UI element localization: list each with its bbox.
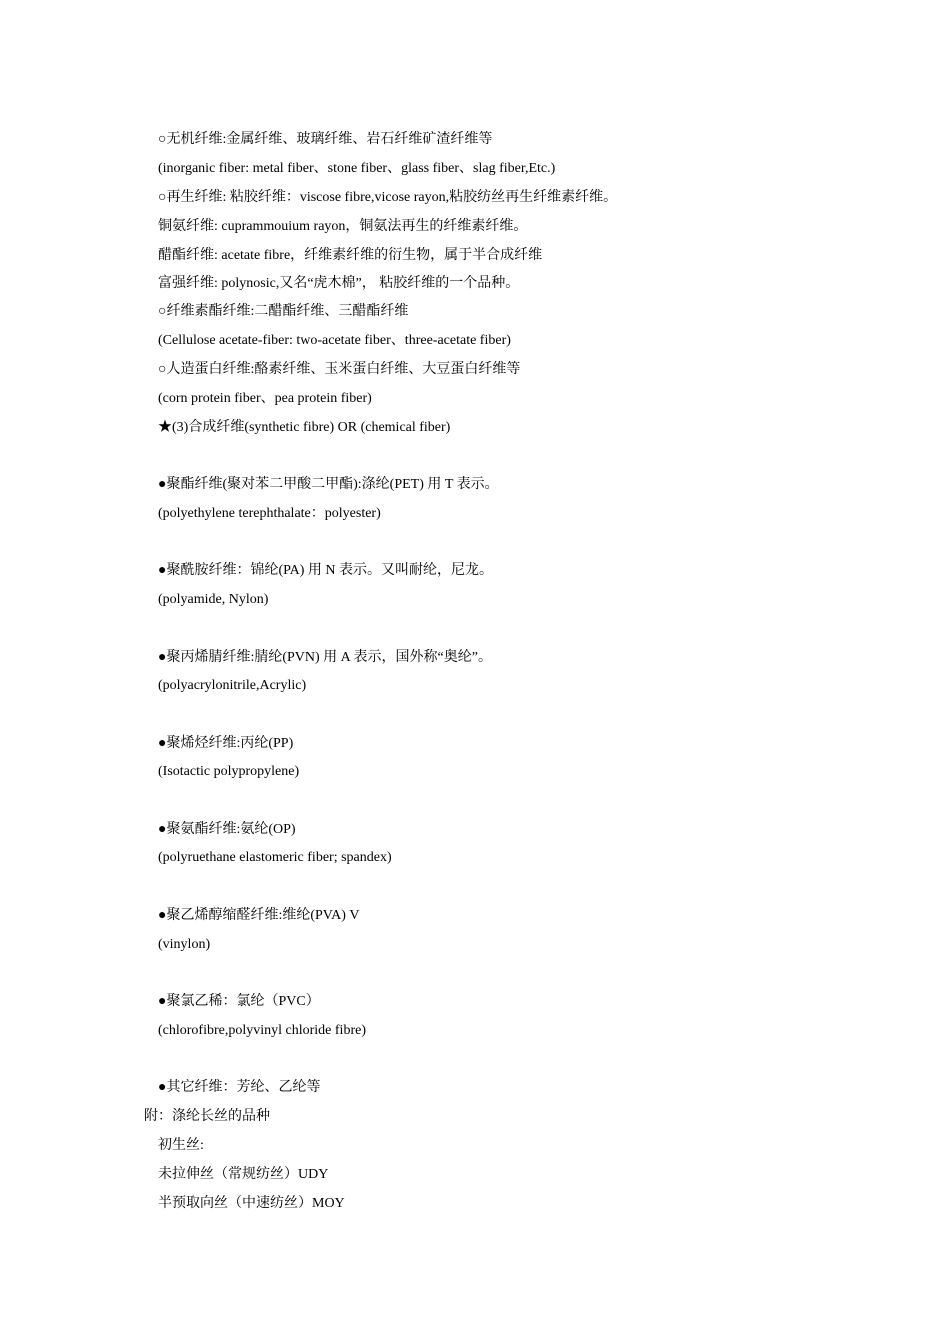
section-heading: 附：涤纶长丝的品种 (144, 1109, 270, 1124)
text-line: ●聚氯乙稀：氯纶（PVC） (158, 994, 320, 1009)
text-line: ★(3)合成纤维(synthetic fibre) OR (chemical fiber) (158, 420, 451, 435)
text-line: (polyruethane elastomeric fiber; spandex) (158, 850, 392, 865)
text-line: 铜氨纤维: cuprammouium rayon，铜氨法再生的纤维素纤维。 (158, 219, 528, 234)
text-line: 半预取向丝（中速纺丝）MOY (158, 1196, 345, 1211)
text-line: (corn protein fiber、pea protein fiber) (158, 391, 372, 406)
text-line: (Cellulose acetate-fiber: two-acetate fiber、three-acetate fiber) (158, 333, 511, 348)
text-line: ○人造蛋白纤维:酪素纤维、玉米蛋白纤维、大豆蛋白纤维等 (158, 362, 521, 377)
text-line: (chlorofibre,polyvinyl chloride fibre) (158, 1023, 366, 1038)
text-line: ●聚乙烯醇缩醛纤维:维纶(PVA) V (158, 908, 360, 923)
text-line: ●聚丙烯腈纤维:腈纶(PVN) 用 A 表示，国外称“奥纶”。 (158, 650, 492, 665)
text-line: ●聚酰胺纤维：锦纶(PA) 用 N 表示。又叫耐纶，尼龙。 (158, 563, 494, 578)
text-line: 初生丝: (158, 1138, 204, 1153)
text-line: (polyacrylonitrile,Acrylic) (158, 678, 307, 693)
text-line: (vinylon) (158, 937, 211, 952)
text-line: 醋酯纤维: acetate fibre，纤维素纤维的衍生物，属于半合成纤维 (158, 248, 543, 263)
text-line: ●聚酯纤维(聚对苯二甲酸二甲酯):涤纶(PET) 用 T 表示。 (158, 477, 499, 492)
text-line: ●聚烯烃纤维:丙纶(PP) (158, 736, 294, 751)
text-line: (polyamide, Nylon) (158, 592, 269, 607)
text-line: (inorganic fiber: metal fiber、stone fiber、glass fiber、slag fiber,Etc.) (158, 161, 556, 176)
text-line: ●其它纤维：芳纶、乙纶等 (158, 1080, 321, 1095)
text-line: (polyethylene terephthalate：polyester) (158, 506, 381, 521)
text-line: ○无机纤维:金属纤维、玻璃纤维、岩石纤维矿渣纤维等 (158, 132, 493, 147)
text-line: ○再生纤维: 粘胶纤维：viscose fibre,vicose rayon,粘胶纺丝再生纤维素纤维。 (158, 190, 618, 205)
text-line: ○纤维素酯纤维:二醋酯纤维、三醋酯纤维 (158, 304, 409, 319)
text-line: (Isotactic polypropylene) (158, 764, 300, 779)
text-line: ●聚氨酯纤维:氨纶(OP) (158, 822, 296, 837)
text-line: 富强纤维: polynosic,又名“虎木棉”， 粘胶纤维的一个品种。 (158, 276, 520, 291)
text-line: 未拉伸丝（常规纺丝）UDY (158, 1167, 329, 1182)
